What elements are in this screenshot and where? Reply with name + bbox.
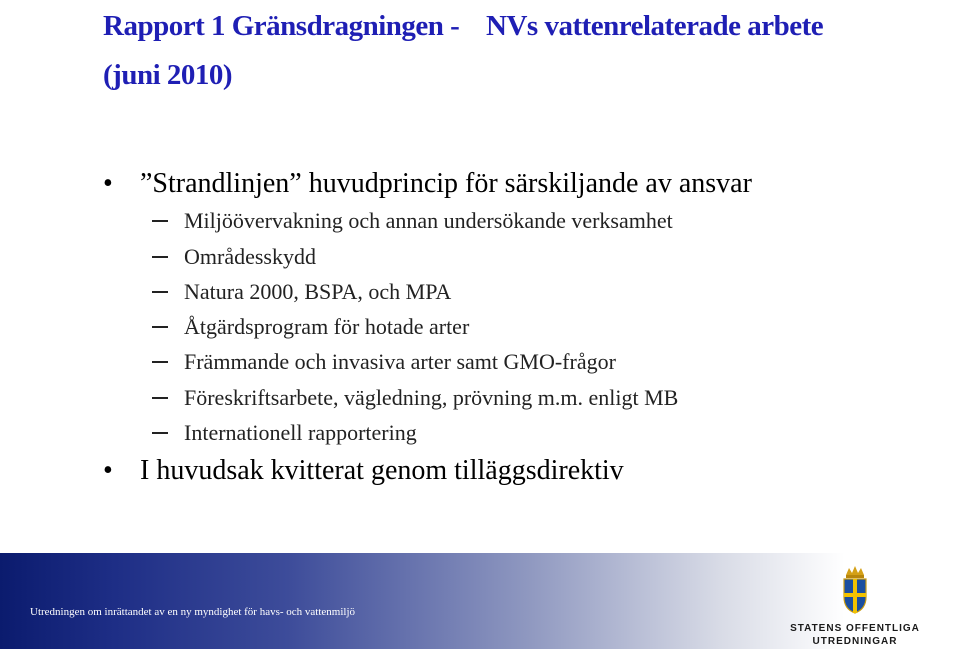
sub-bullet-text: Åtgärdsprogram för hotade arter: [184, 314, 470, 339]
logo-text-line1: STATENS OFFENTLIGA: [790, 623, 920, 634]
bullet-dot-icon: •: [103, 168, 113, 199]
sub-bullet-text: Natura 2000, BSPA, och MPA: [184, 279, 452, 304]
sub-bullet-text: Föreskriftsarbete, vägledning, prövning m.m. enligt MB: [184, 385, 679, 410]
title-line1: Rapport 1 Gränsdragningen -: [103, 10, 460, 42]
bullet-text: ”Strandlinjen” huvudprincip för särskiljande av ansvar: [140, 168, 752, 199]
sub-bullet-text: Internationell rapportering: [184, 420, 417, 445]
title-line2: (juni 2010): [103, 59, 233, 91]
slide-title: [103, 2, 923, 100]
bullet-dot-icon: •: [103, 455, 113, 486]
dash-icon: [152, 326, 168, 328]
sub-bullet-text: Områdesskydd: [184, 244, 316, 269]
dash-icon: [152, 432, 168, 434]
sou-logo: [790, 565, 920, 645]
dash-icon: [152, 361, 168, 363]
footer-band: [0, 553, 960, 649]
dash-icon: [152, 397, 168, 399]
dash-icon: [152, 256, 168, 258]
sub-bullet-text: Miljöövervakning och annan undersökande verksamhet: [184, 208, 673, 233]
dash-icon: [152, 220, 168, 222]
dash-icon: [152, 291, 168, 293]
logo-text-line2: UTREDNINGAR: [812, 636, 898, 647]
title-line1b: NVs vattenrelaterade arbete: [486, 10, 824, 42]
footer-text: Utredningen om inrättandet av en ny myndighet för havs- och vattenmiljö: [30, 606, 356, 618]
sub-bullet-text: Främmande och invasiva arter samt GMO-frågor: [184, 349, 616, 374]
bullet-text: I huvudsak kvitterat genom tilläggsdirektiv: [140, 455, 624, 486]
swedish-crown-shield-icon: [840, 565, 870, 615]
